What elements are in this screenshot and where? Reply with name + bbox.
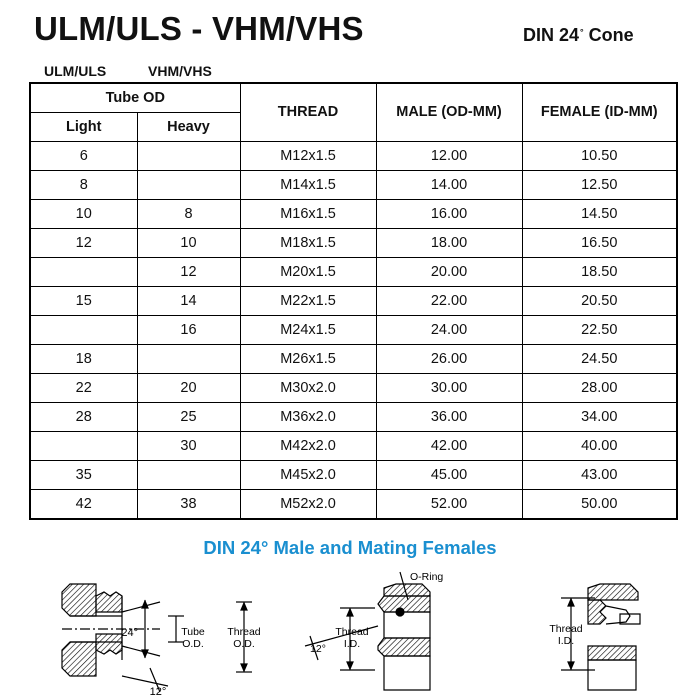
cell-thread: M36x2.0 bbox=[240, 402, 376, 431]
cell-light bbox=[30, 315, 137, 344]
cell-male: 20.00 bbox=[376, 257, 522, 286]
fitting-diagrams bbox=[0, 560, 700, 698]
table-row bbox=[30, 141, 677, 170]
cell-thread: M45x2.0 bbox=[240, 460, 376, 489]
cell-thread: M26x1.5 bbox=[240, 344, 376, 373]
cell-heavy bbox=[137, 141, 240, 170]
male-fitting-diagram bbox=[62, 584, 252, 692]
cell-male: 18.00 bbox=[376, 228, 522, 257]
table-row bbox=[30, 286, 677, 315]
cell-female: 16.50 bbox=[522, 228, 677, 257]
cell-light: 28 bbox=[30, 402, 137, 431]
table-row bbox=[30, 460, 677, 489]
cell-heavy: 8 bbox=[137, 199, 240, 228]
cell-female: 18.50 bbox=[522, 257, 677, 286]
cell-male: 14.00 bbox=[376, 170, 522, 199]
cell-male: 24.00 bbox=[376, 315, 522, 344]
cell-heavy: 16 bbox=[137, 315, 240, 344]
male-angle-24-label: 24° bbox=[121, 627, 138, 639]
cone-suffix-text: Cone bbox=[588, 25, 634, 45]
cell-heavy: 38 bbox=[137, 489, 240, 519]
cell-female: 43.00 bbox=[522, 460, 677, 489]
table-row bbox=[30, 344, 677, 373]
cell-light bbox=[30, 431, 137, 460]
cell-light: 18 bbox=[30, 344, 137, 373]
cell-female: 28.00 bbox=[522, 373, 677, 402]
cell-heavy bbox=[137, 170, 240, 199]
table-row bbox=[30, 431, 677, 460]
female-header: FEMALE (ID-MM) bbox=[522, 83, 677, 141]
cell-heavy bbox=[137, 460, 240, 489]
cell-female: 12.50 bbox=[522, 170, 677, 199]
page-title: ULM/ULS - VHM/VHS bbox=[34, 10, 364, 47]
table-row bbox=[30, 257, 677, 286]
cell-heavy: 20 bbox=[137, 373, 240, 402]
cell-light: 10 bbox=[30, 199, 137, 228]
cell-light: 42 bbox=[30, 489, 137, 519]
male-tube-od-label-1: Tube bbox=[181, 626, 205, 638]
cell-thread: M12x1.5 bbox=[240, 141, 376, 170]
oring-label: O-Ring bbox=[410, 571, 444, 583]
female-thread-id-label-1: Thread bbox=[549, 623, 583, 635]
table-row bbox=[30, 489, 677, 519]
cell-female: 34.00 bbox=[522, 402, 677, 431]
cell-thread: M14x1.5 bbox=[240, 170, 376, 199]
table-row bbox=[30, 373, 677, 402]
cell-female: 14.50 bbox=[522, 199, 677, 228]
cell-thread: M52x2.0 bbox=[240, 489, 376, 519]
cell-light: 6 bbox=[30, 141, 137, 170]
cell-male: 52.00 bbox=[376, 489, 522, 519]
cell-male: 26.00 bbox=[376, 344, 522, 373]
male-thread-od-label-2: O.D. bbox=[233, 638, 255, 650]
oring-thread-id-label-2: I.D. bbox=[343, 638, 361, 650]
cell-female: 50.00 bbox=[522, 489, 677, 519]
cell-heavy bbox=[137, 344, 240, 373]
cell-thread: M18x1.5 bbox=[240, 228, 376, 257]
cell-heavy: 30 bbox=[137, 431, 240, 460]
tube-od-header: Tube OD bbox=[30, 83, 240, 112]
thread-header: THREAD bbox=[240, 83, 376, 141]
cell-heavy: 10 bbox=[137, 228, 240, 257]
cell-male: 45.00 bbox=[376, 460, 522, 489]
male-angle-12-label: 12° bbox=[149, 686, 167, 698]
cell-thread: M16x1.5 bbox=[240, 199, 376, 228]
oring-thread-id-label-1: Thread bbox=[335, 626, 369, 638]
male-tube-od-label-2: O.D. bbox=[182, 638, 204, 650]
table-row bbox=[30, 402, 677, 431]
table-row bbox=[30, 170, 677, 199]
cell-thread: M42x2.0 bbox=[240, 431, 376, 460]
male-header: MALE (OD-MM) bbox=[376, 83, 522, 141]
cell-female: 24.50 bbox=[522, 344, 677, 373]
cell-light: 22 bbox=[30, 373, 137, 402]
tube-spec-table bbox=[29, 82, 678, 520]
cell-heavy: 12 bbox=[137, 257, 240, 286]
heavy-header: Heavy bbox=[137, 112, 240, 141]
table-row bbox=[30, 199, 677, 228]
cell-heavy: 25 bbox=[137, 402, 240, 431]
cell-female: 40.00 bbox=[522, 431, 677, 460]
cell-male: 36.00 bbox=[376, 402, 522, 431]
table-row bbox=[30, 228, 677, 257]
cell-light: 15 bbox=[30, 286, 137, 315]
cell-thread: M20x1.5 bbox=[240, 257, 376, 286]
cell-male: 12.00 bbox=[376, 141, 522, 170]
table-row bbox=[30, 315, 677, 344]
series-light-label: ULM/ULS bbox=[44, 63, 107, 79]
diagram-caption: DIN 24° Male and Mating Females bbox=[203, 537, 497, 558]
cell-heavy: 14 bbox=[137, 286, 240, 315]
cell-thread: M24x1.5 bbox=[240, 315, 376, 344]
cone-standard-text: DIN 24 bbox=[523, 25, 580, 45]
cell-male: 42.00 bbox=[376, 431, 522, 460]
cone-standard-label bbox=[523, 25, 634, 46]
cell-light: 8 bbox=[30, 170, 137, 199]
cone-degree-symbol: ° bbox=[580, 27, 584, 37]
cell-thread: M22x1.5 bbox=[240, 286, 376, 315]
cell-male: 16.00 bbox=[376, 199, 522, 228]
cell-female: 20.50 bbox=[522, 286, 677, 315]
oring-angle-12-label: 12° bbox=[310, 643, 326, 655]
cell-male: 22.00 bbox=[376, 286, 522, 315]
cell-female: 22.50 bbox=[522, 315, 677, 344]
light-header: Light bbox=[30, 112, 137, 141]
cell-thread: M30x2.0 bbox=[240, 373, 376, 402]
cell-light: 12 bbox=[30, 228, 137, 257]
female-thread-id-label-2: I.D. bbox=[557, 635, 575, 647]
cell-female: 10.50 bbox=[522, 141, 677, 170]
cell-light bbox=[30, 257, 137, 286]
male-thread-od-label-1: Thread bbox=[227, 626, 261, 638]
cell-light: 35 bbox=[30, 460, 137, 489]
cell-male: 30.00 bbox=[376, 373, 522, 402]
series-heavy-label: VHM/VHS bbox=[148, 63, 212, 79]
